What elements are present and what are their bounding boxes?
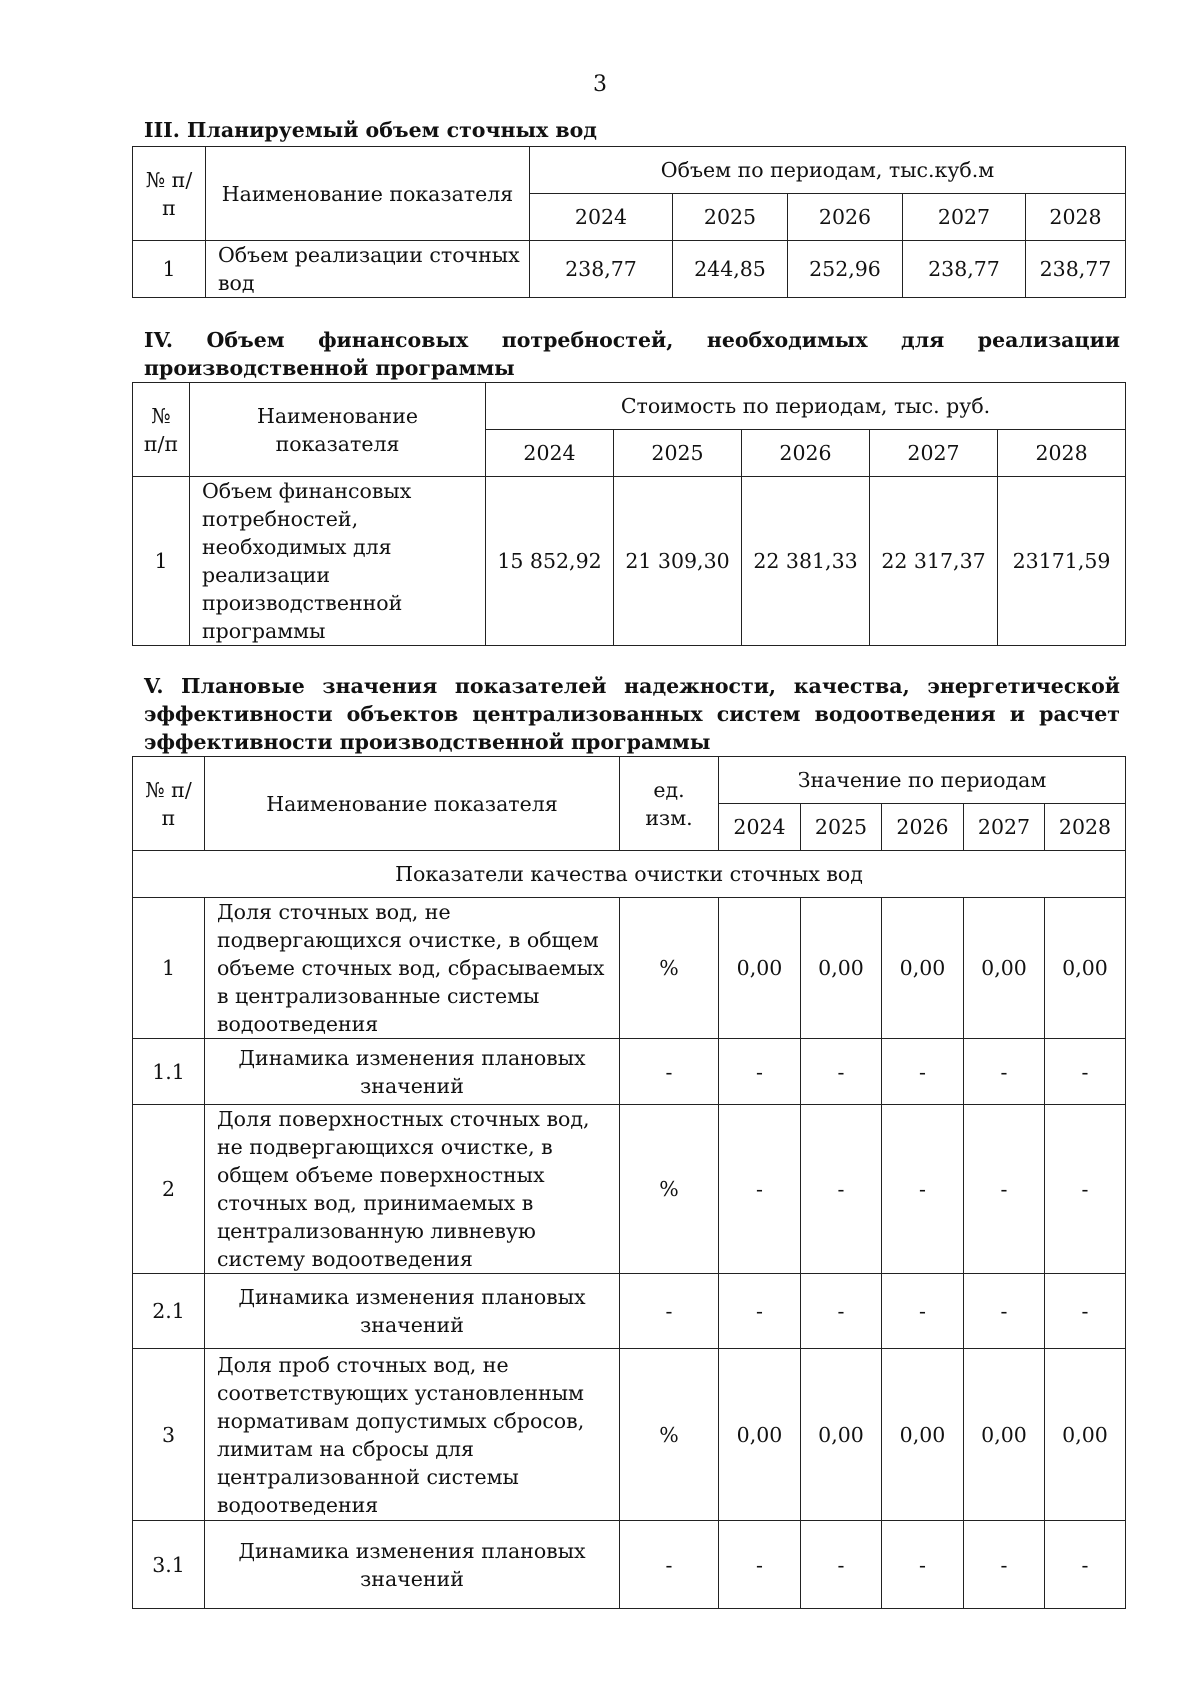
group-header: Объем по периодам, тыс.куб.м (530, 147, 1126, 194)
row-value: 15 852,92 (486, 477, 614, 646)
year-header: 2026 (742, 430, 870, 477)
row-value: 0,00 (1045, 1349, 1126, 1521)
row-value: - (882, 1274, 964, 1349)
col-num-header: № п/п (133, 383, 190, 477)
year-header: 2026 (882, 804, 964, 851)
row-name: Объем реализации сточных вод (206, 241, 530, 298)
col-unit-header: ед. изм. (620, 757, 719, 851)
row-value: 21 309,30 (614, 477, 742, 646)
row-value: 22 317,37 (870, 477, 998, 646)
row-unit: - (620, 1274, 719, 1349)
table-row (133, 1521, 1126, 1609)
row-value: - (964, 1105, 1045, 1274)
row-num: 1 (133, 241, 206, 298)
row-name: Доля сточных вод, не подвергающихся очистке, в общем объеме сточных вод, сбрасываемых в централизованные системы водоотведения (205, 898, 620, 1039)
year-header: 2025 (614, 430, 742, 477)
col-num-header: № п/п (133, 147, 206, 241)
row-value: - (964, 1039, 1045, 1105)
row-value: - (1045, 1274, 1126, 1349)
row-value: - (1045, 1521, 1126, 1609)
row-value: 0,00 (882, 898, 964, 1039)
row-value: 0,00 (719, 1349, 801, 1521)
row-value: - (882, 1039, 964, 1105)
row-name: Динамика изменения плановых значений (205, 1274, 620, 1349)
row-name: Объем финансовых потребностей, необходимых для реализации производственной программы (190, 477, 486, 646)
row-value: - (964, 1521, 1045, 1609)
row-value: 0,00 (882, 1349, 964, 1521)
row-value: 0,00 (1045, 898, 1126, 1039)
row-value: 252,96 (788, 241, 903, 298)
year-header: 2024 (719, 804, 801, 851)
row-num: 2 (133, 1105, 205, 1274)
row-value: - (801, 1521, 882, 1609)
year-header: 2024 (486, 430, 614, 477)
table-row (133, 477, 1126, 646)
row-num: 1.1 (133, 1039, 205, 1105)
section4-title: IV. Объем финансовых потребностей, необходимых для реализации производственной программы (144, 328, 1120, 380)
col-num-header: № п/п (133, 757, 205, 851)
table-row (133, 1274, 1126, 1349)
row-value: 0,00 (801, 898, 882, 1039)
year-header: 2027 (964, 804, 1045, 851)
year-header: 2027 (903, 194, 1026, 241)
row-value: - (882, 1105, 964, 1274)
row-unit: - (620, 1039, 719, 1105)
table-row (133, 1039, 1126, 1105)
row-num: 1 (133, 477, 190, 646)
row-value: 0,00 (964, 898, 1045, 1039)
section3-table (132, 146, 1126, 298)
page-number: 3 (593, 72, 607, 97)
row-value: 0,00 (801, 1349, 882, 1521)
row-value: 238,77 (903, 241, 1026, 298)
table-row (133, 898, 1126, 1039)
row-num: 2.1 (133, 1274, 205, 1349)
row-value: 0,00 (964, 1349, 1045, 1521)
row-unit: - (620, 1521, 719, 1609)
year-header: 2027 (870, 430, 998, 477)
row-name: Динамика изменения плановых значений (205, 1521, 620, 1609)
row-unit: % (620, 898, 719, 1039)
section5-table (132, 756, 1126, 1609)
section3-title: III. Планируемый объем сточных вод (144, 118, 597, 142)
row-value: - (801, 1274, 882, 1349)
table-row (133, 241, 1126, 298)
row-name: Динамика изменения плановых значений (205, 1039, 620, 1105)
row-value: 244,85 (673, 241, 788, 298)
row-value: - (719, 1274, 801, 1349)
year-header: 2026 (788, 194, 903, 241)
section4-table (132, 382, 1126, 646)
row-unit: % (620, 1105, 719, 1274)
col-name-header: Наименование показателя (206, 147, 530, 241)
row-name: Доля поверхностных сточных вод, не подвергающихся очистке, в общем объеме поверхностных сточных вод, принимаемых в централизованную ливневую систему водоотведения (205, 1105, 620, 1274)
row-value: - (719, 1039, 801, 1105)
year-header: 2028 (1026, 194, 1126, 241)
row-num: 3 (133, 1349, 205, 1521)
year-header: 2028 (998, 430, 1126, 477)
row-num: 1 (133, 898, 205, 1039)
group-header: Стоимость по периодам, тыс. руб. (486, 383, 1126, 430)
subsection-header: Показатели качества очистки сточных вод (133, 851, 1126, 898)
col-name-header: Наименование показателя (190, 383, 486, 477)
row-value: - (719, 1105, 801, 1274)
year-header: 2025 (673, 194, 788, 241)
group-header: Значение по периодам (719, 757, 1126, 804)
table-row (133, 1105, 1126, 1274)
col-name-header: Наименование показателя (205, 757, 620, 851)
table-row (133, 1349, 1126, 1521)
row-value: - (719, 1521, 801, 1609)
row-value: - (801, 1039, 882, 1105)
year-header: 2024 (530, 194, 673, 241)
row-value: - (1045, 1105, 1126, 1274)
row-name: Доля проб сточных вод, не соответствующих установленным нормативам допустимых сбросов, лимитам на сбросы для централизованной системы водоотведения (205, 1349, 620, 1521)
row-value: - (801, 1105, 882, 1274)
row-value: - (882, 1521, 964, 1609)
row-unit: % (620, 1349, 719, 1521)
row-value: 0,00 (719, 898, 801, 1039)
row-num: 3.1 (133, 1521, 205, 1609)
row-value: - (964, 1274, 1045, 1349)
row-value: 238,77 (530, 241, 673, 298)
row-value: 23171,59 (998, 477, 1126, 646)
section5-title: V. Плановые значения показателей надежности, качества, энергетической эффективности объектов централизованных систем водоотведения и расчет эффективности производственной программы (144, 674, 1120, 754)
year-header: 2028 (1045, 804, 1126, 851)
row-value: - (1045, 1039, 1126, 1105)
row-value: 238,77 (1026, 241, 1126, 298)
year-header: 2025 (801, 804, 882, 851)
row-value: 22 381,33 (742, 477, 870, 646)
